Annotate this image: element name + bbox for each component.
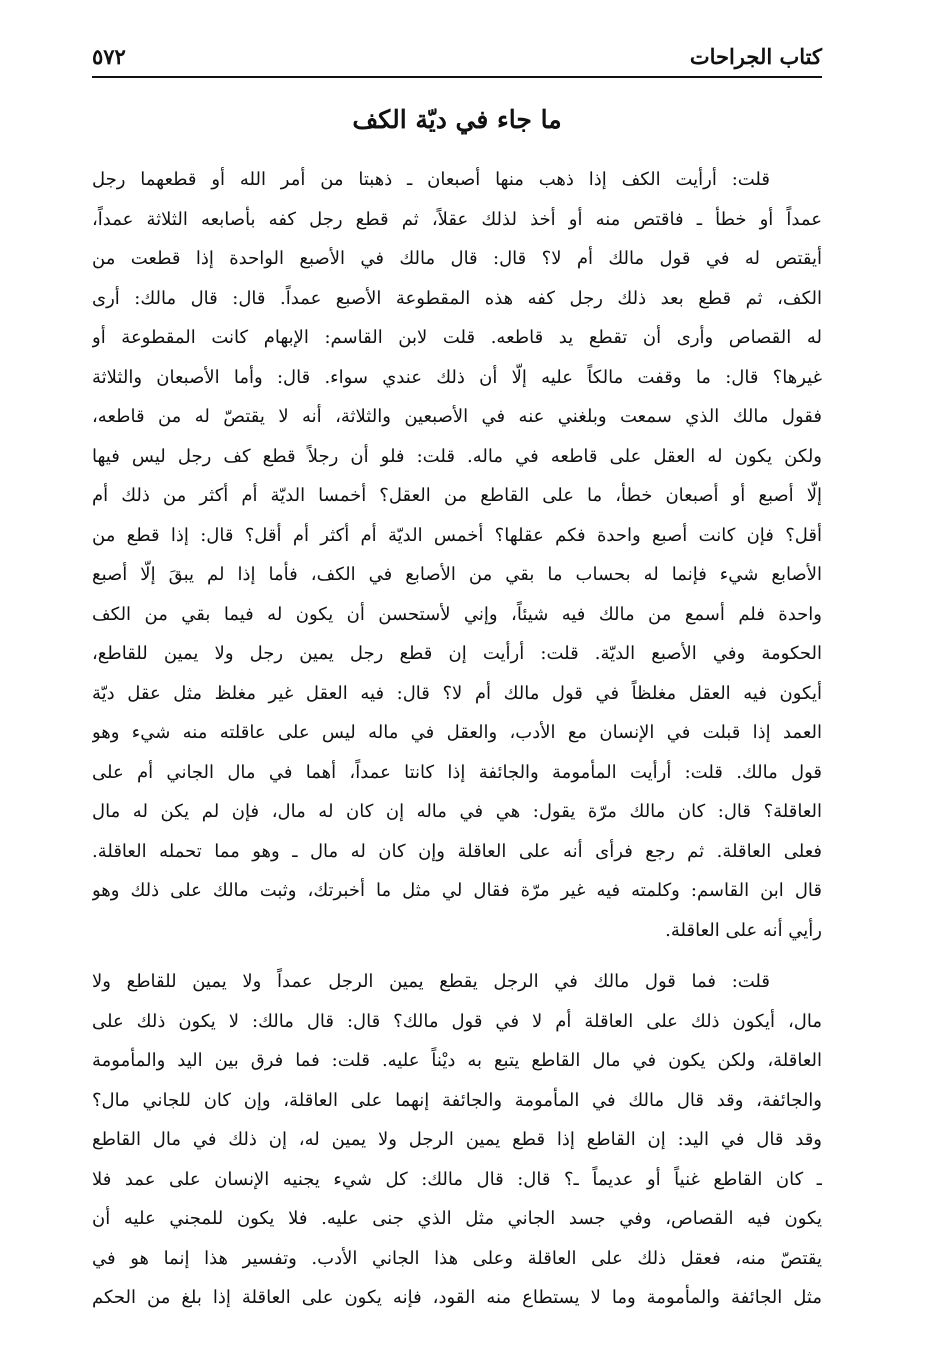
- text-line: واحدة فلم أسمع من مالك فيه شيئاً، وإني لأستحسن أن يكون له فيما بقي من الكف: [92, 603, 822, 625]
- text-line: العمد إذا قبلت في الإنسان مع الأدب، والعقل في ماله ليس على عاقلته منه شيء وهو: [92, 722, 822, 743]
- text-line: مال، أيكون ذلك على العاقلة أم لا في قول مالك؟ قال: قال مالك: لا يكون ذلك على: [92, 1010, 822, 1032]
- text-line: العاقلة؟ قال: كان مالك مرّة يقول: هي في ماله إن كان له مال، فإن لم يكن له مال: [92, 801, 822, 822]
- text-line: يقتصّ منه، فعقل ذلك على العاقلة وعلى هذا الجاني الأدب. وتفسير هذا إنما هو في: [92, 1247, 822, 1269]
- text-line: أقل؟ فإن كانت أصبع واحدة فكم عقلها؟ أخمس الديّة أم أكثر أم أقل؟ قال: إذا قطع من: [92, 524, 822, 546]
- text-line: قول مالك. قلت: أرأيت المأمومة والجائفة إذا كانتا عمداً، أهما في مال الجاني أم على: [92, 761, 822, 783]
- text-line: قلت: فما قول مالك في الرجل يقطع يمين الرجل عمداً ولا يمين للقاطع ولا: [92, 971, 770, 992]
- text-line: أيقتص له في قول مالك أم لا؟ قال: قال مالك في الأصبع الواحدة إذا قطعت من: [92, 248, 822, 269]
- text-line: والجائفة، وقد قال مالك في المأمومة والجائفة إنهما على العاقلة، وإن كان للجاني مال؟: [92, 1089, 822, 1111]
- text-line: فعلى العاقلة. ثم رجع فرأى أنه على العاقلة وإن كان له مال ـ وهو مما تحمله العاقلة.: [92, 840, 822, 862]
- text-line: الحكومة وفي الأصبع الديّة. قلت: أرأيت إن قطع رجل يمين رجل ولا يمين للقاطع،: [92, 643, 822, 664]
- chapter-heading: ما جاء في ديّة الكف: [352, 105, 562, 134]
- text-line: له القصاص وأرى أن تقطع يد قاطعه. قلت لابن القاسم: الإبهام كانت المقطوعة أو: [92, 327, 822, 348]
- text-line: رأيي أنه على العاقلة.: [665, 919, 822, 941]
- text-line: قلت: أرأيت الكف إذا ذهب منها أصبعان ـ ذهبتا من أمر الله أو قطعهما رجل: [92, 169, 770, 190]
- text-line: فقول مالك الذي سمعت وبلغني عنه في الأصبعين والثلاثة، أنه لا يقتصّ له من قاطعه،: [92, 406, 822, 427]
- text-line: قال ابن القاسم: وكلمته فيه غير مرّة فقال لي مثل ما أخبرتك، وثبت مالك على ذلك وهو: [92, 880, 822, 901]
- text-line: مثل الجائفة والمأمومة وما لا يستطاع منه القود، فإنه يكون على العاقلة إذا بلغ من الحكم: [92, 1287, 822, 1308]
- body-text: [92, 160, 822, 1318]
- header-rule: [92, 76, 822, 78]
- text-line: ولكن يكون له العقل على قاطعه في ماله. قلت: فلو أن رجلاً قطع كف رجل ليس فيها: [92, 445, 822, 467]
- text-line: الكف، ثم قطع بعد ذلك رجل كفه هذه المقطوعة الأصبع عمداً. قال: قال مالك: أرى: [92, 287, 822, 309]
- text-line: يكون فيه القصاص، وفي جسد الجاني مثل الذي جنى عليه. فلا يكون للمجني عليه أن: [92, 1208, 822, 1229]
- text-line: الأصابع شيء فإنما له بحساب ما بقي من الأصابع في الكف، فأما إذا لم يبقَ إلّا أصبع: [92, 564, 822, 585]
- text-line: ـ كان القاطع غنياً أو عديماً ـ؟ قال: قال مالك: كل شيء يجنيه الإنسان على عمد فلا: [92, 1168, 822, 1190]
- text-line: إلّا أصبع أو أصبعان خطأ، ما على القاطع من العقل؟ أخمسا الديّة أم أكثر من ذلك أم: [92, 485, 822, 506]
- paragraph-2: [92, 962, 822, 1318]
- text-line: عمداً أو خطأ ـ فاقتص منه أو أخذ لذلك عقلاً، ثم قطع رجل كفه بأصابعه الثلاثة عمداً،: [92, 208, 822, 230]
- text-line: العاقلة، ولكن يكون في مال القاطع يتبع به ديْناً عليه. قلت: فما فرق بين اليد والمأمومة: [92, 1050, 822, 1071]
- text-line: أيكون فيه العقل مغلظاً في قول مالك أم لا؟ قال: فيه العقل غير مغلظ مثل عقل ديّة: [92, 682, 822, 704]
- paragraph-1: [92, 160, 822, 950]
- running-header: [92, 38, 822, 74]
- paragraph-gap: [92, 950, 822, 962]
- text-line: غيرها؟ قال: ما وقفت مالكاً عليه إلّا أن ذلك عندي سواء. قال: وأما الأصبعان والثلاثة: [92, 366, 822, 388]
- page-number: ٥٧٢: [92, 44, 126, 69]
- book-title: كتاب الجراحات: [689, 44, 822, 69]
- text-line: وقد قال في اليد: إن القاطع إذا قطع يمين الرجل ولا يمين له، إن ذلك في مال القاطع: [92, 1129, 822, 1150]
